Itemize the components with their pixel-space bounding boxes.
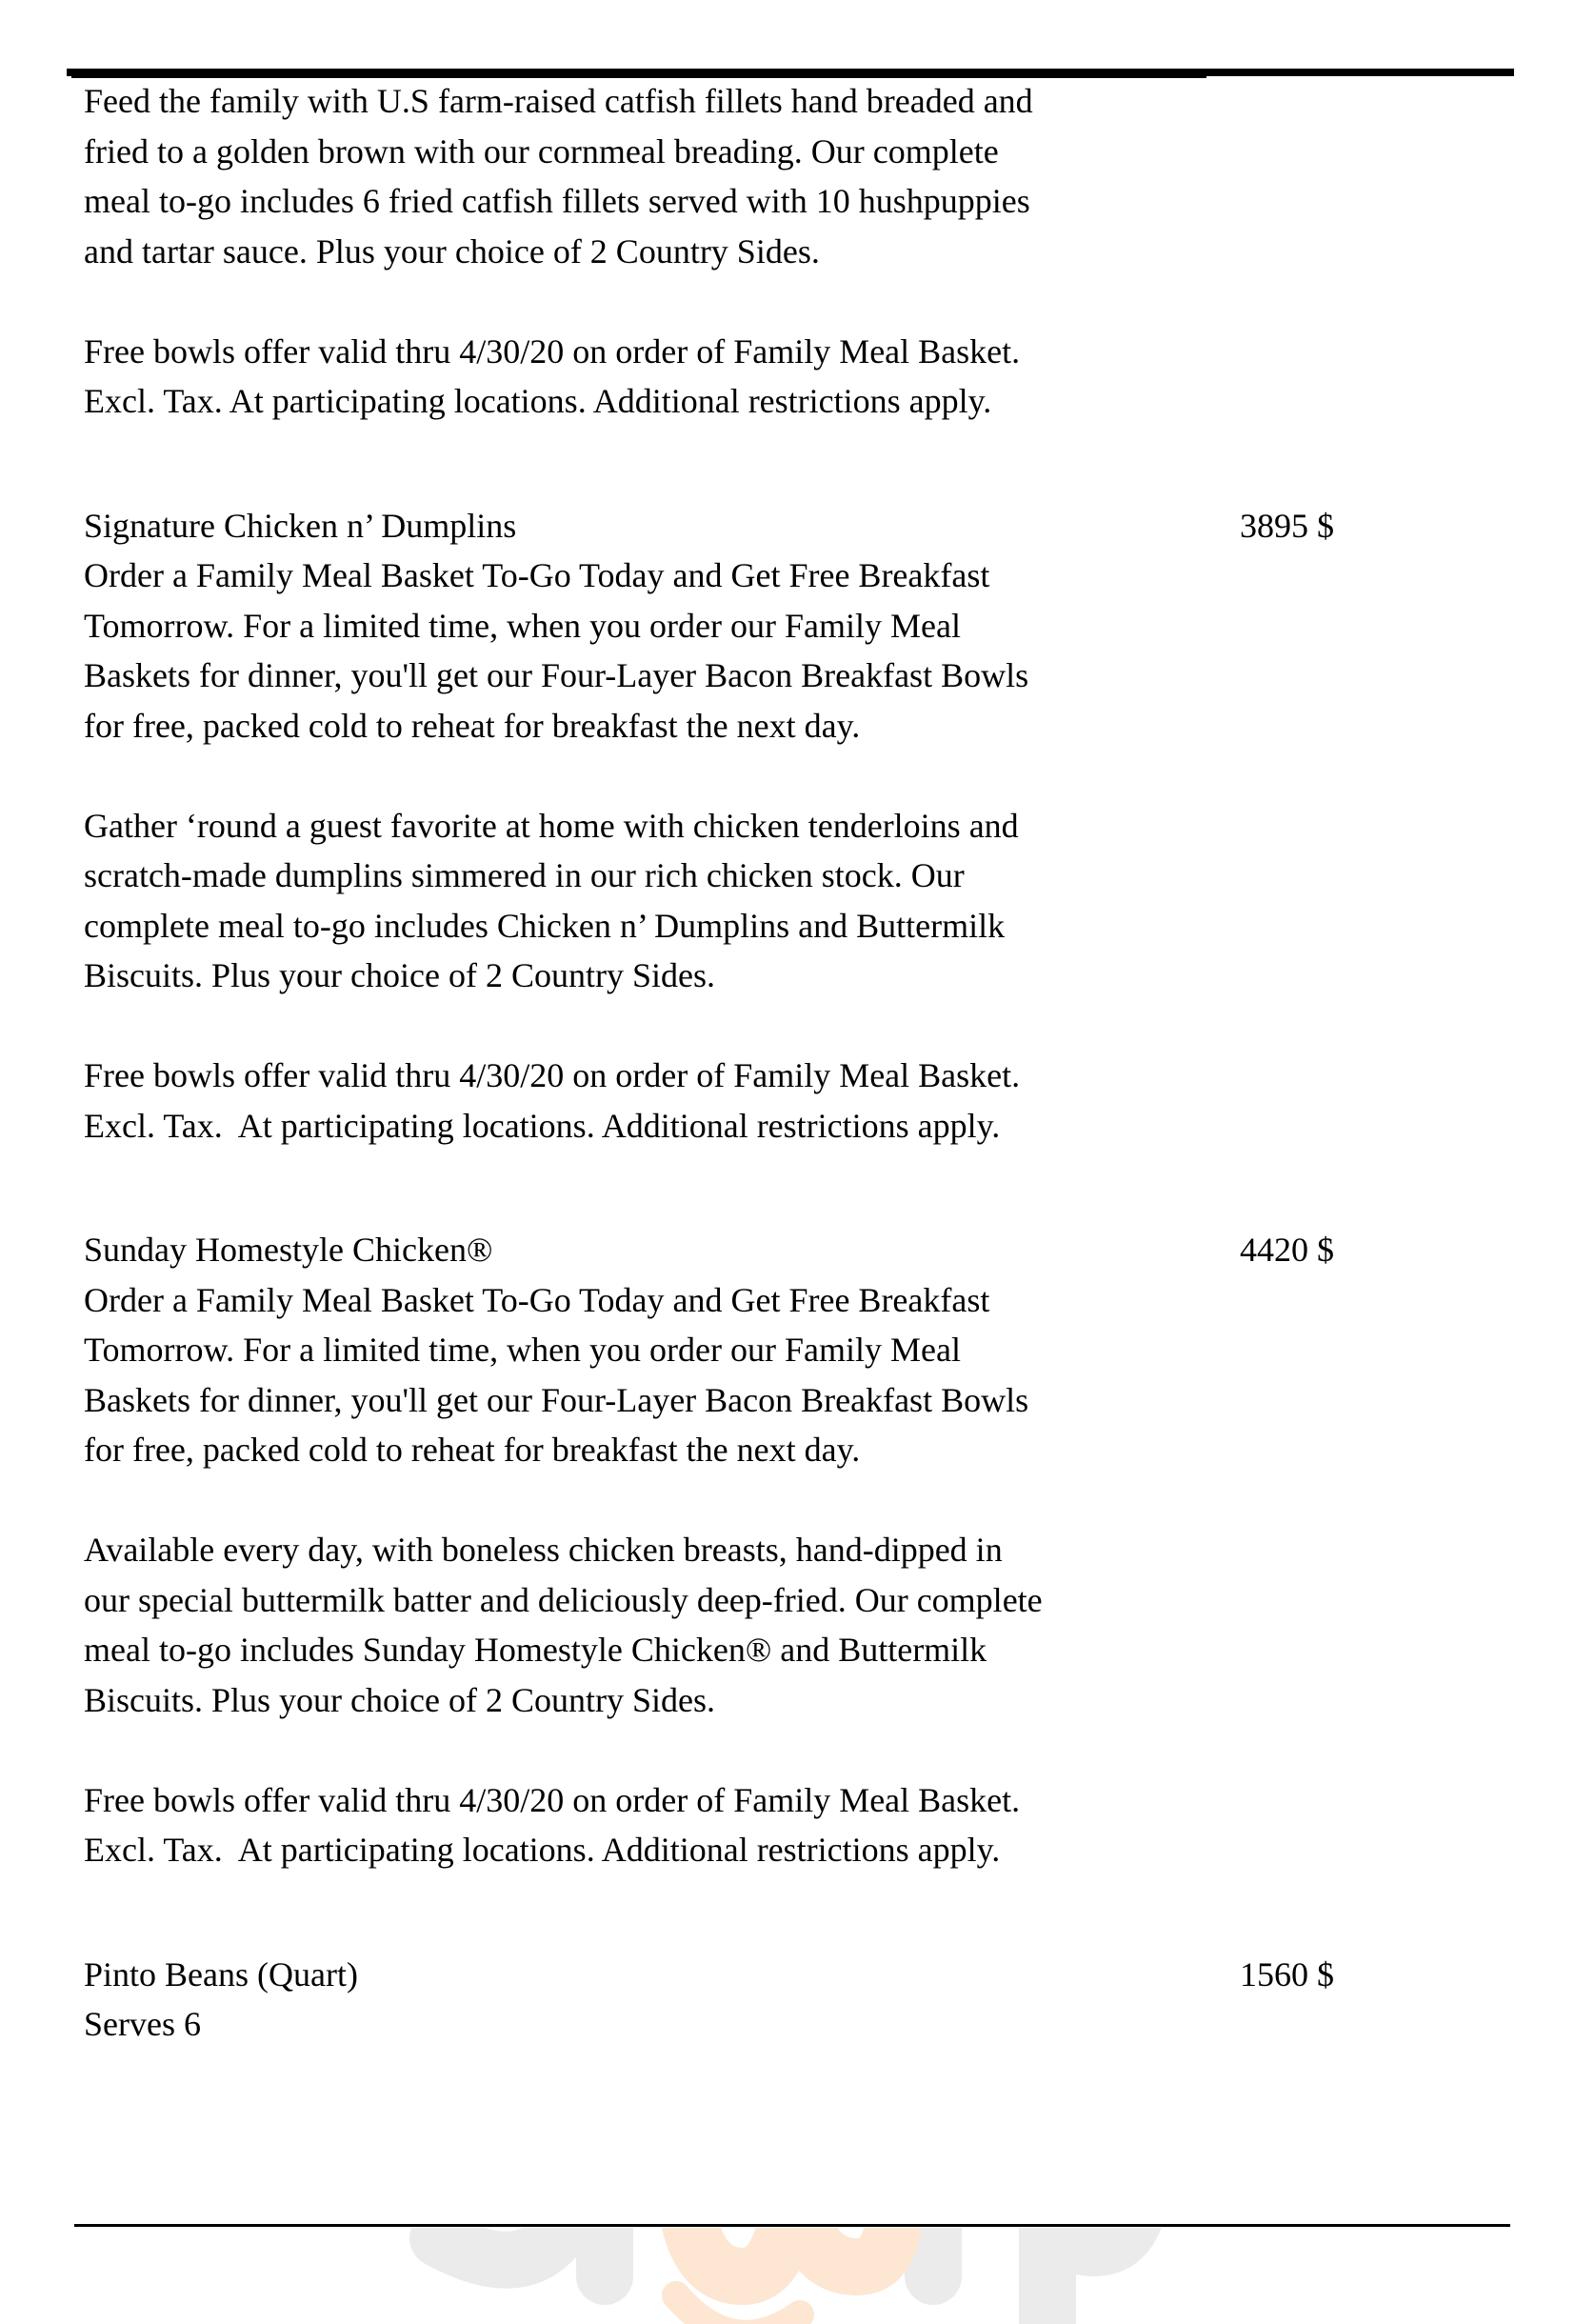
menu-content <box>84 76 1493 2050</box>
item-disclaimer: Free bowls offer valid thru 4/30/20 on order of Family Meal Basket. Excl. Tax. At participating locations. Additional restrictions apply. <box>84 331 1021 420</box>
menu-item-catfish-description <box>84 76 1493 427</box>
item-price: 4420 $ <box>1240 1231 1334 1269</box>
item-disclaimer: Free bowls offer valid thru 4/30/20 on order of Family Meal Basket. Excl. Tax. At participating locations. Additional restrictions apply. <box>84 1780 1021 1869</box>
menu-item-sunday-chicken <box>84 1225 1493 1875</box>
top-divider <box>67 69 1514 76</box>
item-name: Signature Chicken n’ Dumplins <box>84 506 517 545</box>
item-disclaimer: Free bowls offer valid thru 4/30/20 on order of Family Meal Basket. Excl. Tax. At participating locations. Additional restrictions apply. <box>84 1056 1021 1145</box>
menu-item-chicken-dumplins <box>84 501 1493 1152</box>
item-description: Order a Family Meal Basket To-Go Today and Get Free Breakfast Tomorrow. For a limited time, when you order our Family Meal Baskets for dinner, you'll get our Four-Layer Bacon Breakfast Bowls for free, packed cold to reheat for breakfast the next day. <box>84 556 1029 745</box>
item-name: Sunday Homestyle Chicken® <box>84 1231 493 1269</box>
item-description: Available every day, with boneless chicken breasts, hand-dipped in our special buttermilk batter and deliciously deep-fried. Our complete meal to-go includes Sunday Homestyle Chicken® and Buttermilk Biscuits. Plus your choice of 2 Country Sides. <box>84 1531 1043 1719</box>
item-description: Serves 6 <box>84 2005 201 2043</box>
item-description: Order a Family Meal Basket To-Go Today and Get Free Breakfast Tomorrow. For a limited time, when you order our Family Meal Baskets for dinner, you'll get our Four-Layer Bacon Breakfast Bowls for free, packed cold to reheat for breakfast the next day. <box>84 1280 1029 1469</box>
item-name: Pinto Beans (Quart) <box>84 1954 358 1993</box>
item-price: 1560 $ <box>1240 1954 1334 1993</box>
item-price: 3895 $ <box>1240 506 1334 545</box>
item-description: Gather ‘round a guest favorite at home with chicken tenderloins and scratch-made dumplins simmered in our rich chicken stock. Our complete meal to-go includes Chicken n’ Dumplins and Buttermilk Biscuits. Plus your choice of 2 Country Sides. <box>84 806 1019 994</box>
item-description: Feed the family with U.S farm-raised catfish fillets hand breaded and fried to a golden brown with our cornmeal breading. Our complete meal to-go includes 6 fried catfish fillets served with 10 hushpuppies and tartar sauce. Plus your choice of 2 Country Sides. <box>84 82 1033 270</box>
menu-item-pinto-beans <box>84 1950 1493 2050</box>
bottom-divider <box>74 2224 1510 2227</box>
